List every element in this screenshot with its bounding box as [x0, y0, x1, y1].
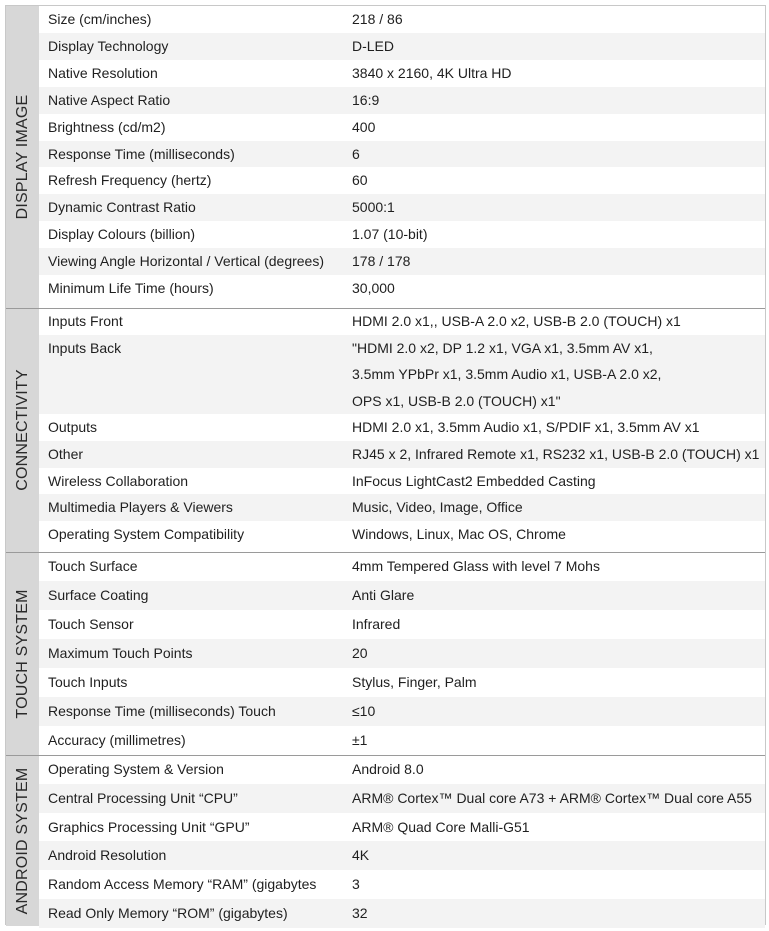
spec-value [352, 221, 759, 248]
spec-value [352, 33, 759, 60]
spec-value [352, 468, 759, 495]
spec-value [352, 167, 759, 194]
table-row [39, 784, 765, 813]
spec-label: Display Technology [48, 37, 169, 54]
spec-value-line: RJ45 x 2, Infrared Remote x1, RS232 x1, USB-B 2.0 (TOUCH) x1 [352, 446, 760, 462]
spec-rows [39, 755, 765, 926]
table-row [39, 668, 765, 697]
spec-value [352, 581, 759, 610]
spec-value [352, 87, 759, 114]
spec-value-line: HDMI 2.0 x1, 3.5mm Audio x1, S/PDIF x1, 3.5mm AV x1 [352, 419, 700, 436]
spec-value [352, 639, 759, 668]
spec-value-line: 30,000 [352, 280, 395, 296]
spec-label: Accuracy (millimetres) [48, 732, 186, 748]
spec-value [352, 552, 759, 581]
spec-value [352, 308, 759, 335]
spec-value [352, 755, 759, 784]
table-row [39, 87, 765, 114]
section-touch-system [6, 552, 765, 755]
table-row [39, 6, 765, 33]
spec-value-line: OPS x1, USB-B 2.0 (TOUCH) x1" [352, 392, 561, 409]
spec-value-line: 4mm Tempered Glass with level 7 Mohs [352, 558, 600, 574]
spec-label: Dynamic Contrast Ratio [48, 199, 196, 216]
spec-value-line: 32 [352, 905, 368, 921]
section-heading: DISPLAY IMAGE [13, 94, 31, 220]
section-heading: TOUCH SYSTEM [13, 588, 31, 719]
table-row [39, 552, 765, 581]
spec-label: Minimum Life Time (hours) [48, 280, 214, 296]
spec-label: Multimedia Players & Viewers [48, 499, 233, 516]
section-divider [6, 308, 765, 309]
spec-value [352, 60, 759, 87]
spec-value-line: Windows, Linux, Mac OS, Chrome [352, 525, 566, 542]
spec-value-line: 1.07 (10-bit) [352, 226, 428, 243]
spec-value [352, 521, 759, 548]
spec-label: Outputs [48, 419, 98, 436]
table-row [39, 468, 765, 495]
spec-label: Operating System Compatibility [48, 525, 245, 542]
section-heading-panel [6, 552, 39, 755]
spec-value-line: 3 [352, 876, 360, 893]
spec-value-line: 20 [352, 645, 368, 661]
spec-value-line: "HDMI 2.0 x2, DP 1.2 x1, VGA x1, 3.5mm AV x1, [352, 339, 653, 356]
spec-rows [39, 6, 765, 308]
spec-label: Native Aspect Ratio [48, 91, 171, 108]
spec-value [352, 841, 759, 870]
spec-value [352, 668, 759, 697]
table-row [39, 581, 765, 610]
spec-value [352, 784, 759, 813]
table-row [39, 194, 765, 221]
spec-value [352, 610, 759, 639]
table-row [39, 441, 765, 468]
table-row [39, 899, 765, 928]
spec-value-line: 6 [352, 145, 360, 162]
spec-value-line: 3.5mm YPbPr x1, 3.5mm Audio x1, USB-A 2.0 x2, [352, 366, 662, 383]
spec-value [352, 899, 759, 928]
spec-label: Central Processing Unit “CPU” [48, 789, 238, 806]
spec-value-line: ±1 [352, 732, 368, 748]
spec-label: Response Time (milliseconds) Touch [48, 703, 276, 719]
spec-label: Other [48, 446, 84, 462]
spec-value-line: ARM® Quad Core Malli-G51 [352, 818, 530, 835]
spec-label: Touch Inputs [48, 674, 128, 690]
spec-value [352, 114, 759, 141]
spec-label: Touch Sensor [48, 616, 134, 632]
table-row [39, 141, 765, 168]
spec-value [352, 194, 759, 221]
spec-value-line: 400 [352, 118, 376, 135]
table-row [39, 275, 765, 302]
section-heading: ANDROID SYSTEM [13, 767, 31, 914]
spec-label: Touch Surface [48, 558, 138, 574]
spec-label: Android Resolution [48, 847, 167, 864]
table-row [39, 335, 765, 415]
spec-value-line: InFocus LightCast2 Embedded Casting [352, 472, 596, 489]
spec-label: Response Time (milliseconds) [48, 145, 235, 162]
spec-value-line: Music, Video, Image, Office [352, 499, 523, 516]
spec-value-line: Stylus, Finger, Palm [352, 674, 477, 690]
spec-value [352, 441, 759, 468]
spec-value-line: Anti Glare [352, 587, 415, 603]
spec-value-line: 3840 x 2160, 4K Ultra HD [352, 64, 512, 81]
table-row [39, 639, 765, 668]
table-row [39, 167, 765, 194]
table-row [39, 813, 765, 842]
spec-value-line: Infrared [352, 616, 401, 632]
section-heading: CONNECTIVITY [13, 369, 31, 491]
table-row [39, 610, 765, 639]
table-row [39, 248, 765, 275]
spec-label: Native Resolution [48, 64, 158, 81]
spec-label: Refresh Frequency (hertz) [48, 172, 212, 189]
spec-value-line: 60 [352, 172, 368, 189]
section-heading-panel [6, 6, 39, 308]
spec-value [352, 494, 759, 521]
spec-label: Brightness (cd/m2) [48, 118, 166, 135]
spec-value [352, 248, 759, 275]
spec-label: Operating System & Version [48, 761, 224, 777]
spec-value [352, 697, 759, 726]
spec-rows [39, 552, 765, 755]
table-row [39, 414, 765, 441]
table-row [39, 697, 765, 726]
table-row [39, 755, 765, 784]
section-heading-panel [6, 308, 39, 552]
table-row [39, 60, 765, 87]
spec-value [352, 141, 759, 168]
spec-value-line: D-LED [352, 37, 395, 54]
spec-rows [39, 308, 765, 552]
section-display-image [6, 6, 765, 308]
spec-value [352, 813, 759, 842]
table-row [39, 870, 765, 899]
spec-value-line: HDMI 2.0 x1,, USB-A 2.0 x2, USB-B 2.0 (TOUCH) x1 [352, 313, 681, 329]
table-row [39, 726, 765, 755]
spec-label: Wireless Collaboration [48, 472, 189, 489]
spec-label: Maximum Touch Points [48, 645, 193, 661]
spec-value-line: 178 / 178 [352, 253, 411, 270]
spec-value-line: 218 / 86 [352, 11, 403, 27]
table-row [39, 521, 765, 548]
spec-value-line: 4K [352, 847, 370, 864]
spec-label: Display Colours (billion) [48, 226, 196, 243]
spec-value [352, 414, 759, 441]
section-divider [6, 552, 765, 553]
spec-value [352, 870, 759, 899]
table-row [39, 33, 765, 60]
spec-label: Inputs Front [48, 313, 123, 329]
spec-value [352, 275, 759, 302]
spec-label: Graphics Processing Unit “GPU” [48, 818, 250, 835]
spec-label: Size (cm/inches) [48, 11, 152, 27]
section-divider [6, 755, 765, 756]
spec-value [352, 726, 759, 755]
table-row [39, 494, 765, 521]
spec-value [352, 6, 759, 33]
table-row [39, 221, 765, 248]
table-row [39, 114, 765, 141]
spec-label: Surface Coating [48, 587, 149, 603]
spec-value-line: 16:9 [352, 91, 380, 108]
section-connectivity [6, 308, 765, 552]
table-row [39, 841, 765, 870]
section-android-system [6, 755, 765, 926]
spec-label: Random Access Memory “RAM” (gigabytes [48, 876, 317, 893]
spec-label: Viewing Angle Horizontal / Vertical (degrees) [48, 253, 325, 270]
spec-sheet [5, 5, 766, 925]
spec-value [352, 335, 759, 415]
spec-value-line: 5000:1 [352, 199, 395, 216]
spec-value-line: Android 8.0 [352, 761, 424, 777]
spec-value-line: ≤10 [352, 703, 376, 719]
spec-label: Inputs Back [48, 339, 122, 356]
spec-value-line: ARM® Cortex™ Dual core A73 + ARM® Cortex™ Dual core A55 [352, 789, 752, 806]
spec-label: Read Only Memory “ROM” (gigabytes) [48, 905, 288, 921]
table-row [39, 308, 765, 335]
section-heading-panel [6, 755, 39, 926]
